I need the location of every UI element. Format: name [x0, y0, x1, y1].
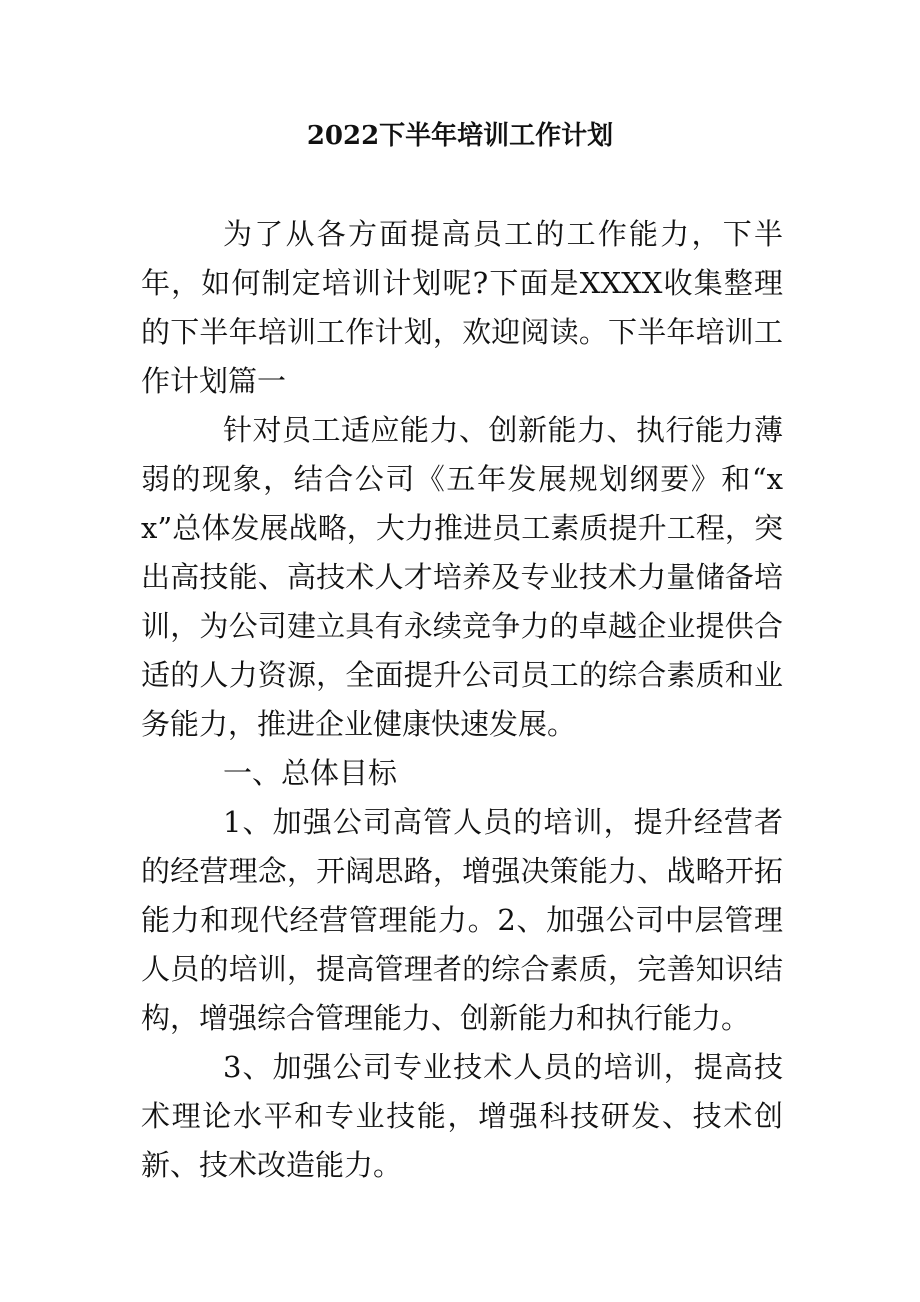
- paragraph-goal-3: 3、加强公司专业技术人员的培训，提高技术理论水平和专业技能，增强科技研发、技术创新、技术改造能力。: [141, 1050, 783, 1182]
- document-title: 2022下半年培训工作计划: [306, 121, 614, 151]
- document-body: [141, 210, 783, 1190]
- paragraph-goals-1-2: 1、加强公司高管人员的培训，提升经营者的经营理念，开阔思路，增强决策能力、战略开拓能力和现代经营管理能力。2、加强公司中层管理人员的培训，提高管理者的综合素质，完善知识结构，增强综合管理能力、创新能力和执行能力。: [141, 805, 783, 1035]
- section-heading-overall-goals: 一、总体目标: [223, 756, 398, 790]
- paragraph-intro: 为了从各方面提高员工的工作能力，下半年，如何制定培训计划呢?下面是XXXX收集整理的下半年培训工作计划，欢迎阅读。下半年培训工作计划篇一: [141, 217, 783, 398]
- paragraph-background: 针对员工适应能力、创新能力、执行能力薄弱的现象，结合公司《五年发展规划纲要》和“xx”总体发展战略，大力推进员工素质提升工程，突出高技能、高技术人才培养及专业技术力量储备培训，为公司建立具有永续竞争力的卓越企业提供合适的人力资源，全面提升公司员工的综合素质和业务能力，推进企业健康快速发展。: [141, 413, 783, 741]
